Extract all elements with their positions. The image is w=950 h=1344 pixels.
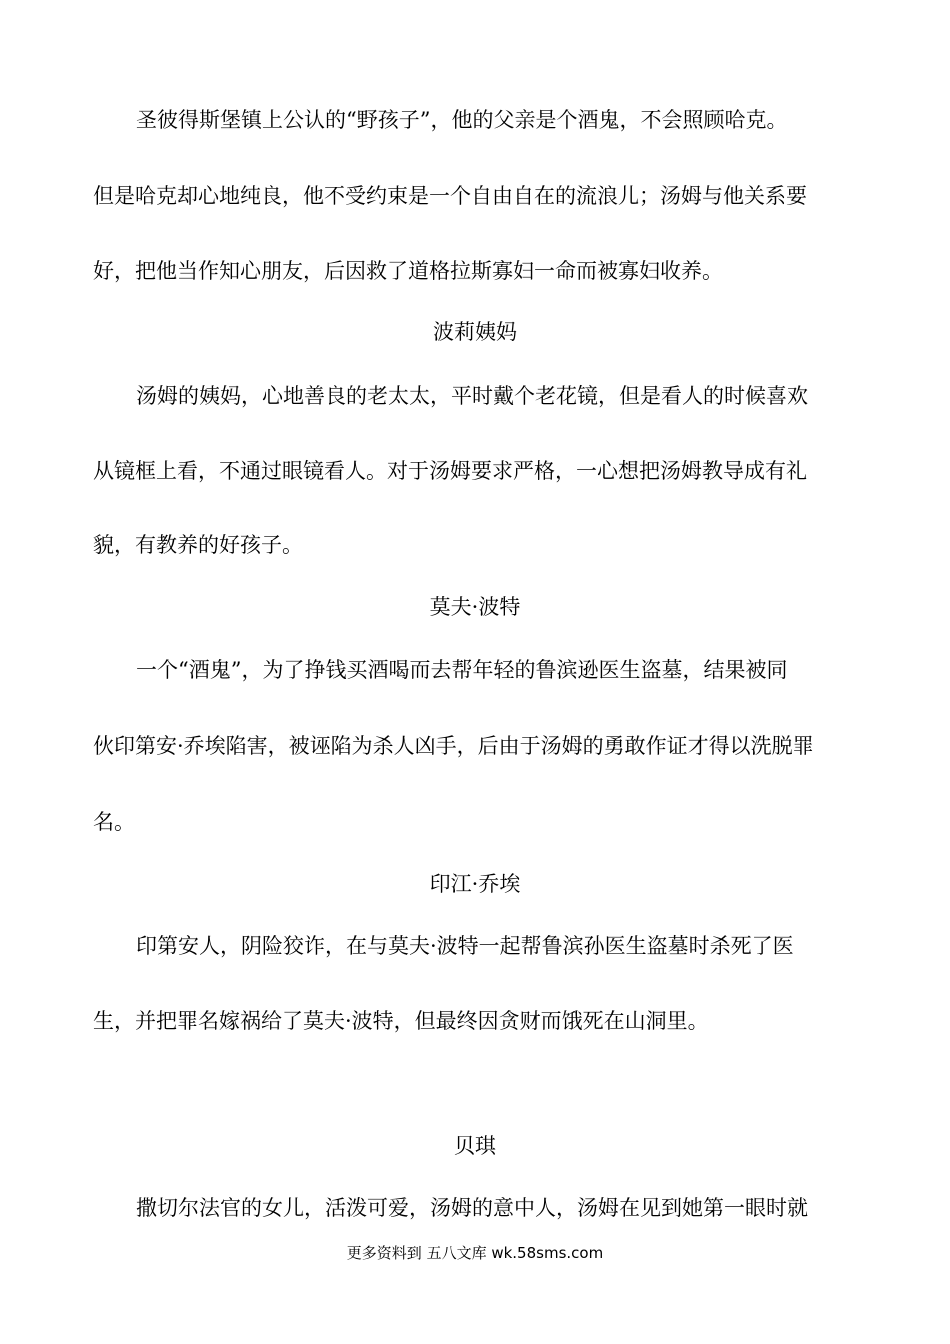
paragraph-line: 名。 [93,810,135,834]
paragraph-line: 印第安人，阴险狡诈，在与莫夫·波特一起帮鲁滨孙医生盗墓时杀死了医 [136,934,794,958]
paragraph-line: 伙印第安·乔埃陷害，被诬陷为杀人凶手，后由于汤姆的勇敢作证才得以洗脱罪 [93,734,814,758]
paragraph-line: 生，并把罪名嫁祸给了莫夫·波特，但最终因贪财而饿死在山洞里。 [93,1009,709,1033]
section-heading: 莫夫·波特 [429,595,521,619]
paragraph-line: 撒切尔法官的女儿，活泼可爱，汤姆的意中人，汤姆在见到她第一眼时就 [136,1196,808,1220]
paragraph-line: 从镜框上看，不通过眼镜看人。对于汤姆要求严格，一心想把汤姆教导成有礼 [93,459,807,483]
section-heading: 波莉姨妈 [433,320,517,344]
paragraph-line: 一个“酒鬼”，为了挣钱买酒喝而去帮年轻的鲁滨逊医生盗墓，结果被同 [136,658,788,682]
paragraph-line: 汤姆的姨妈，心地善良的老太太，平时戴个老花镜，但是看人的时候喜欢 [136,384,808,408]
paragraph-line: 圣彼得斯堡镇上公认的“野孩子”，他的父亲是个酒鬼，不会照顾哈克。 [136,108,788,132]
paragraph-line: 但是哈克却心地纯良，他不受约束是一个自由自在的流浪儿；汤姆与他关系要 [93,184,807,208]
paragraph-line: 好，把他当作知心朋友，后因救了道格拉斯寡妇一命而被寡妇收养。 [93,259,723,283]
paragraph-line: 貌，有教养的好孩子。 [93,533,303,557]
section-heading: 贝琪 [454,1134,496,1158]
section-heading: 印江·乔埃 [429,872,521,896]
footer-text: 更多资料到 五八文库 wk.58sms.com [346,1244,604,1262]
